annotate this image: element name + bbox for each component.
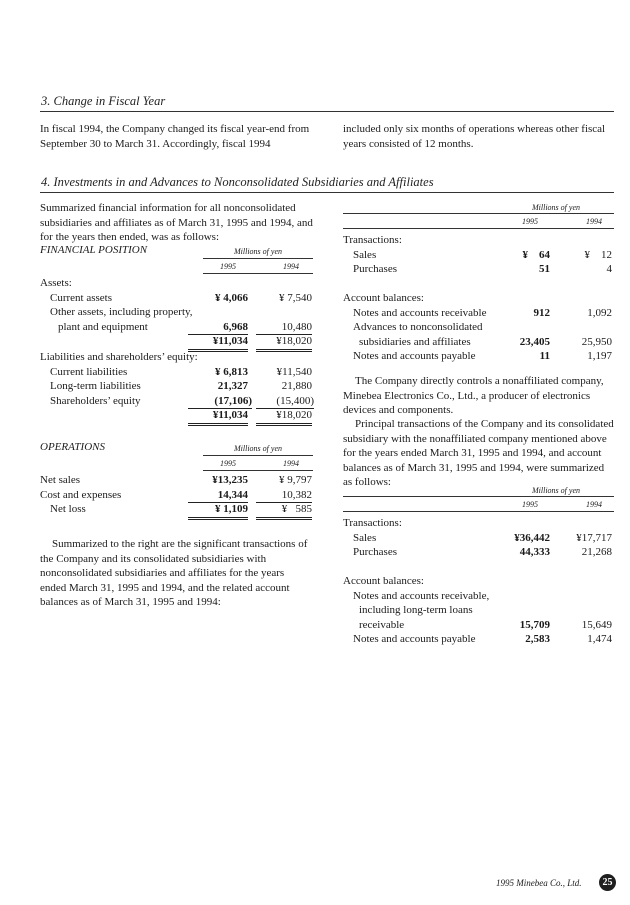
rt1-millions-label: Millions of yen <box>532 203 580 212</box>
rt2-notes-receivable-label-3: receivable <box>359 618 405 631</box>
operations-table <box>40 473 314 518</box>
rt1-header-rule <box>343 213 614 214</box>
transactions-table-2 <box>343 516 614 647</box>
table-row <box>40 408 314 424</box>
rt1-transactions-label: Transactions: <box>343 234 402 246</box>
ops-millions-label: Millions of yen <box>234 444 282 453</box>
net-loss-1995: ¥ 1,109 <box>188 502 248 520</box>
table-row <box>40 334 314 350</box>
table-row <box>343 618 614 633</box>
other-assets-1994: 10,480 <box>256 320 312 336</box>
table-row <box>40 350 314 365</box>
rt1-notes-receivable-label: Notes and accounts receivable <box>353 306 487 319</box>
rt2-millions-label: Millions of yen <box>532 486 580 495</box>
rt1-sales-label: Sales <box>353 248 377 261</box>
net-sales-1994: ¥ 9,797 <box>279 474 312 486</box>
fp-year-1995: 1995 <box>220 262 236 271</box>
rt1-purchases-1994: 4 <box>606 263 612 275</box>
total-liabilities-1994: ¥18,020 <box>256 408 312 426</box>
fp-millions-label: Millions of yen <box>234 247 282 256</box>
long-term-liabilities-1994: 21,880 <box>281 380 312 392</box>
table-row <box>40 488 314 503</box>
rt2-sales-1994: ¥17,717 <box>576 531 612 544</box>
financial-position-table <box>40 276 314 424</box>
table-row <box>343 248 614 263</box>
rt1-advances-1994: 25,950 <box>581 335 612 348</box>
table-row <box>40 276 314 291</box>
assets-label: Assets: <box>40 277 72 289</box>
rt2-header-rule <box>343 496 614 497</box>
rt1-advances-label-2: subsidiaries and affiliates <box>359 335 471 348</box>
control-paragraph: The Company directly controls a nonaffiliated company, Minebea Electronics Co., Ltd., a producer of electronics devices and components. <box>343 375 604 416</box>
table-row <box>40 320 314 335</box>
rt2-sales-label: Sales <box>353 531 377 544</box>
rt1-notes-payable-label: Notes and accounts payable <box>353 350 476 362</box>
cost-expenses-1995: 14,344 <box>188 488 248 504</box>
current-liabilities-1994: ¥11,540 <box>276 365 312 378</box>
rt1-year-1995: 1995 <box>522 217 538 226</box>
other-assets-label-1: Other assets, including property, <box>50 306 193 318</box>
fp-year-1994: 1994 <box>283 262 299 271</box>
rt1-balances-label: Account balances: <box>343 292 424 304</box>
principal-paragraph: Principal transactions of the Company and its consolidated subsidiary with the nonaffiliated company mentioned above for the years ended March 31, 1995 and 1994, and account balances as of March 31, 1995 and 1994, were summarized as follows: <box>343 418 614 488</box>
rt2-year-1995: 1995 <box>522 500 538 509</box>
total-assets-1995: ¥11,034 <box>188 334 248 352</box>
table-row <box>343 262 614 277</box>
table-row <box>343 349 614 364</box>
table-row <box>343 589 614 604</box>
rt2-transactions-label: Transactions: <box>343 517 402 529</box>
other-assets-1995: 6,968 <box>188 320 248 336</box>
shareholders-equity-label: Shareholders’ equity <box>50 394 141 407</box>
rt1-sales-1994: ¥ 12 <box>584 248 612 261</box>
table-row <box>343 291 614 306</box>
rt2-notes-receivable-1994: 15,649 <box>581 618 612 631</box>
net-sales-label: Net sales <box>40 474 81 486</box>
net-loss-label: Net loss <box>50 503 86 515</box>
rt2-year-rule <box>343 511 614 512</box>
rt2-sales-1995: ¥36,442 <box>514 531 550 544</box>
rt1-year-rule <box>343 228 614 229</box>
rt2-notes-receivable-label-1: Notes and accounts receivable, <box>353 589 490 602</box>
long-term-liabilities-label: Long-term liabilities <box>50 380 141 392</box>
current-assets-1995: ¥ 4,066 <box>215 291 248 304</box>
transactions-table-1 <box>343 233 614 364</box>
rt2-purchases-1995: 44,333 <box>519 546 550 558</box>
rt1-notes-receivable-1995: 912 <box>533 306 550 319</box>
table-row <box>343 632 614 647</box>
table-row <box>343 306 614 321</box>
fp-header-rule <box>203 258 313 259</box>
long-term-liabilities-1995: 21,327 <box>217 380 248 392</box>
table-row <box>40 365 314 380</box>
net-loss-1994: ¥ 585 <box>256 502 312 520</box>
section-4-rule <box>40 192 614 193</box>
rt1-purchases-label: Purchases <box>353 263 397 275</box>
table-row <box>40 291 314 306</box>
ops-header-rule <box>203 455 313 456</box>
table-row <box>343 531 614 546</box>
footer-company: 1995 Minebea Co., Ltd. <box>496 878 582 888</box>
total-liabilities-1995: ¥11,034 <box>188 408 248 426</box>
rt2-purchases-1994: 21,268 <box>581 546 612 558</box>
rt1-notes-payable-1994: 1,197 <box>587 350 612 362</box>
shareholders-equity-1994: (15,400) <box>256 394 314 410</box>
rt2-year-1994: 1994 <box>586 500 602 509</box>
ops-year-rule <box>203 470 313 471</box>
table-row <box>343 545 614 560</box>
rt1-sales-1995: ¥ 64 <box>522 248 550 261</box>
section-3-right-text: included only six months of operations whereas other fiscal years consisted of 12 months. <box>343 123 606 150</box>
cost-expenses-1994: 10,382 <box>256 488 312 504</box>
section-3-rule <box>40 111 614 112</box>
table-row <box>40 473 314 488</box>
table-row <box>343 560 614 575</box>
shareholders-equity-1995: (17,106) <box>188 394 252 410</box>
table-row <box>343 233 614 248</box>
page-number-badge: 25 <box>599 874 616 891</box>
table-row <box>40 502 314 518</box>
operations-heading: OPERATIONS <box>40 441 105 453</box>
cost-expenses-label: Cost and expenses <box>40 488 122 501</box>
rt1-notes-payable-1995: 11 <box>539 350 550 362</box>
rt1-year-1994: 1994 <box>586 217 602 226</box>
section-4-intro: Summarized financial information for all nonconsolidated subsidiaries and affiliates as of March 31, 1995 and 1994, and for the years then ended, was as follows: <box>40 202 313 243</box>
rt2-purchases-label: Purchases <box>353 546 397 558</box>
current-assets-1994: ¥ 7,540 <box>279 291 312 304</box>
financial-position-heading: FINANCIAL POSITION <box>40 244 148 256</box>
rt2-notes-payable-1994: 1,474 <box>587 633 612 645</box>
table-row <box>343 335 614 350</box>
current-liabilities-1995: ¥ 6,813 <box>215 365 248 378</box>
table-row <box>40 379 314 394</box>
rt2-notes-receivable-1995: 15,709 <box>519 618 550 631</box>
current-liabilities-label: Current liabilities <box>50 365 128 378</box>
table-row <box>343 320 614 335</box>
total-assets-1994: ¥18,020 <box>256 334 312 352</box>
current-assets-label: Current assets <box>50 291 113 304</box>
section-4-title: 4. Investments in and Advances to Nonconsolidated Subsidiaries and Affiliates <box>41 175 434 189</box>
rt2-balances-label: Account balances: <box>343 575 424 587</box>
net-sales-1995: ¥13,235 <box>212 474 248 486</box>
section-3-title: 3. Change in Fiscal Year <box>41 94 166 108</box>
table-row <box>343 574 614 589</box>
table-row <box>40 394 314 409</box>
rt1-advances-1995: 23,405 <box>519 335 550 348</box>
ops-year-1994: 1994 <box>283 459 299 468</box>
rt2-notes-payable-label: Notes and accounts payable <box>353 633 476 645</box>
liabilities-label: Liabilities and shareholders’ equity: <box>40 351 198 363</box>
rt1-notes-receivable-1994: 1,092 <box>587 306 612 319</box>
section-3-left-text: In fiscal 1994, the Company changed its fiscal year-end from September 30 to March 31. Accordingly, fiscal 1994 <box>40 123 310 150</box>
table-row <box>40 305 314 320</box>
rt1-purchases-1995: 51 <box>539 263 550 275</box>
table-row <box>343 516 614 531</box>
other-assets-label-2: plant and equipment <box>58 320 148 333</box>
rt2-notes-payable-1995: 2,583 <box>525 633 550 645</box>
summary-paragraph: Summarized to the right are the significant transactions of the Company and its consolidated subsidiaries with nonconsolidated subsidiaries and affiliates for the years ended March 31, 1995 and 1994, and the related account balances as of March 31, 1995 and 1994: <box>40 538 308 608</box>
table-row <box>343 277 614 292</box>
rt1-advances-label-1: Advances to nonconsolidated <box>353 321 483 333</box>
table-row <box>343 603 614 618</box>
ops-year-1995: 1995 <box>220 459 236 468</box>
rt2-notes-receivable-label-2: including long-term loans <box>359 604 473 616</box>
fp-year-rule <box>203 273 313 274</box>
